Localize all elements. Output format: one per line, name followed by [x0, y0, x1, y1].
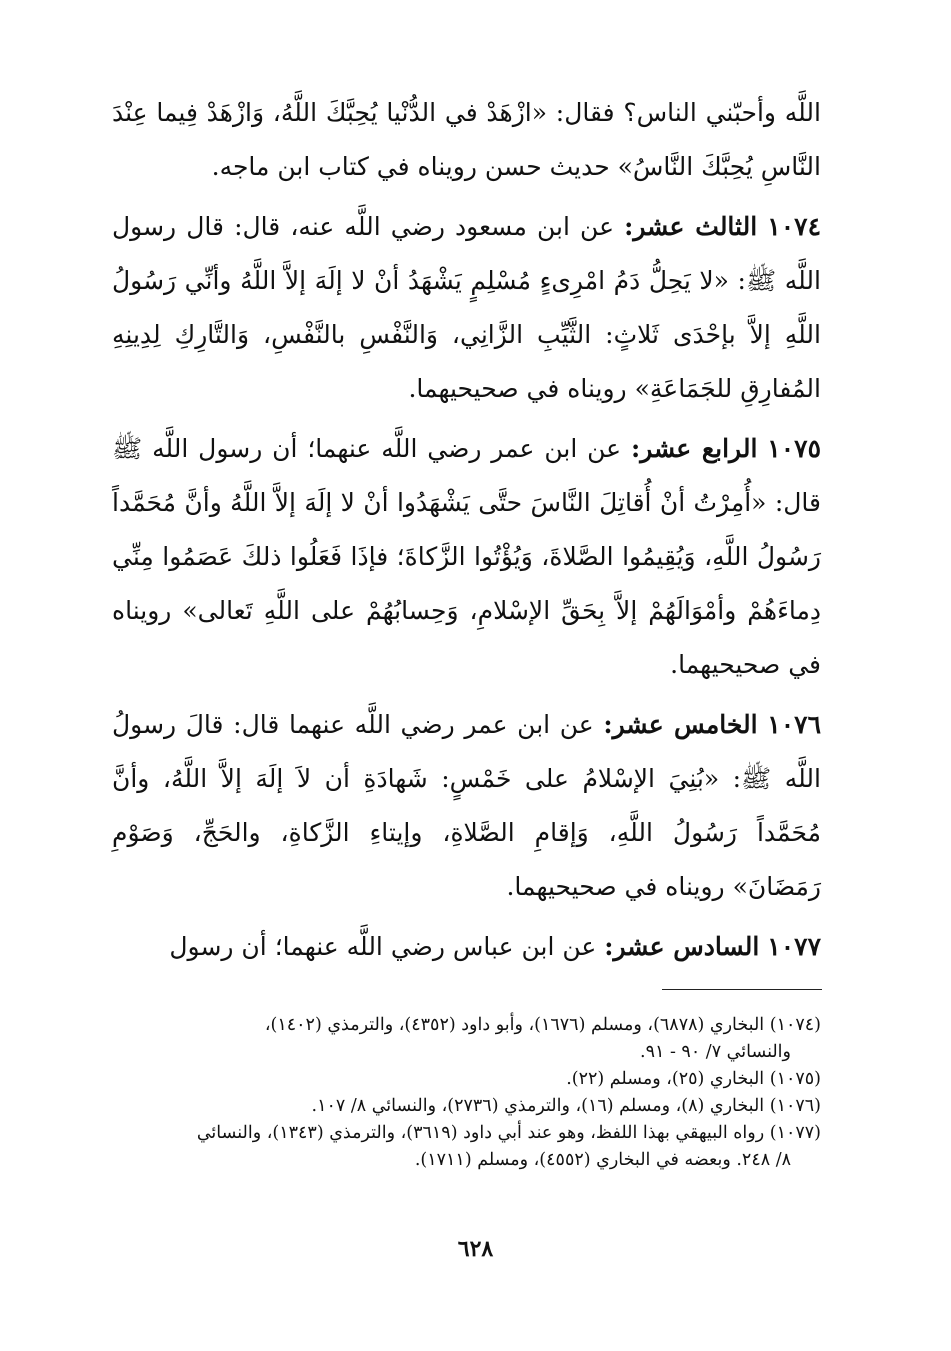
hadith-text: اللَّه وأحبّني الناس؟ فقال: «ازْهَدْ في الدُّنْيا يُحِبَّكَ اللَّهُ، وَازْهَدْ فِيما عِنْدَ النَّاسِ يُحِبَّكَ النَّاسُ» حديث حسن رويناه في كتاب ابن ماجه.: [112, 98, 821, 181]
hadith-continuation: [112, 86, 821, 194]
footnotes: [118, 1012, 821, 1174]
footnote-line: (١٠٧٤) البخاري (٦٨٧٨)، ومسلم (١٦٧٦)، وأبو داود (٤٣٥٢)، والترمذي (١٤٠٢)،: [264, 1015, 821, 1035]
footnote-separator: [662, 989, 822, 990]
footnote-1075: [118, 1066, 821, 1093]
footnote-line-continued: والنسائي ٧/ ٩٠ - ٩١.: [639, 1042, 791, 1062]
hadith-1074: [112, 200, 821, 416]
hadith-number: ١٠٧٥: [767, 434, 821, 463]
hadith-1075: [112, 422, 821, 692]
footnote-line: (١٠٧٦) البخاري (٨)، ومسلم (١٦)، والترمذي (٢٧٣٦)، والنسائي ٨/ ١٠٧.: [311, 1096, 821, 1116]
footnote-1076: [118, 1093, 821, 1120]
hadith-ordinal: الرابع عشر:: [630, 434, 758, 463]
hadith-text: عن ابن عمر رضي اللَّه عنهما قال: قالَ رسولُ اللَّه ﷺ: «بُنِيَ الإسْلامُ على خَمْسٍ: شَهادَةِ أن لاَ إلَهَ إلاَّ اللَّهُ، وأنَّ مُحَمَّداً رَسُولُ اللَّهِ، وَإقامِ الصَّلاةِ، وإيتاءِ الزَّكاةِ، والحَجِّ، وَصَوْمِ رَمَضَانَ» رويناه في صحيحيهما.: [112, 710, 821, 901]
hadith-text: عن ابن عباس رضي اللَّه عنهما؛ أن رسول: [169, 932, 597, 961]
hadith-text: عن ابن عمر رضي اللَّه عنهما؛ أن رسول اللَّه ﷺ قال: «أُمِرْتُ أنْ أُقاتِلَ النَّاسَ حتَّى يَشْهَدُوا أنْ لا إلَهَ إلاَّ اللَّهُ وأنَّ مُحَمَّداً رَسُولُ اللَّهِ، وَيُقِيمُوا الصَّلاةَ، وَيُؤْتُوا الزَّكاةَ؛ فإذَا فَعَلُوا ذلكَ عَصَمُوا مِنِّي دِماءَهُمْ وأمْوَالَهُمْ إلاَّ بِحَقِّ الإسْلامِ، وَحِسابُهُمْ على اللَّهِ تَعالى» رويناه في صحيحيهما.: [112, 434, 821, 679]
hadith-1077: [112, 920, 821, 974]
page-number: ٦٢٨: [457, 1236, 494, 1262]
footnote-1077: [118, 1120, 821, 1174]
hadith-number: ١٠٧٧: [767, 932, 821, 961]
main-text: [112, 86, 821, 974]
hadith-ordinal: الخامس عشر:: [603, 710, 758, 739]
hadith-ordinal: الثالث عشر:: [624, 212, 758, 241]
hadith-1076: [112, 698, 821, 914]
footnote-line: (١٠٧٥) البخاري (٢٥)، ومسلم (٢٢).: [566, 1069, 821, 1089]
footnote-line-continued: ٨/ ٢٤٨. وبعضه في البخاري (٤٥٥٢)، ومسلم (١٧١١).: [414, 1150, 791, 1170]
hadith-text: عن ابن مسعود رضي اللَّه عنه، قال: قال رسول اللَّه ﷺ: «لا يَحِلُّ دَمُ امْرِىءٍ مُسْلِمٍ يَشْهَدُ أنْ لا إلَهَ إلاَّ اللَّهُ وأنِّي رَسُولُ اللَّهِ إلاَّ بإحْدَى ثَلاثٍ: الثَّيِّبِ الزَّانِي، وَالنَّفْسِ بالنَّفْسِ، وَالتَّارِكِ لِدِينِهِ المُفارِقِ للجَمَاعَةِ» رويناه في صحيحيهما.: [112, 212, 821, 403]
footnote-line: (١٠٧٧) رواه البيهقي بهذا اللفظ، وهو عند أبي داود (٣٦١٩)، والترمذي (١٣٤٣)، والنسائي: [196, 1123, 821, 1143]
footnote-1074: [118, 1012, 821, 1066]
hadith-number: ١٠٧٤: [767, 212, 822, 241]
hadith-ordinal: السادس عشر:: [604, 932, 760, 961]
hadith-number: ١٠٧٦: [767, 710, 821, 739]
